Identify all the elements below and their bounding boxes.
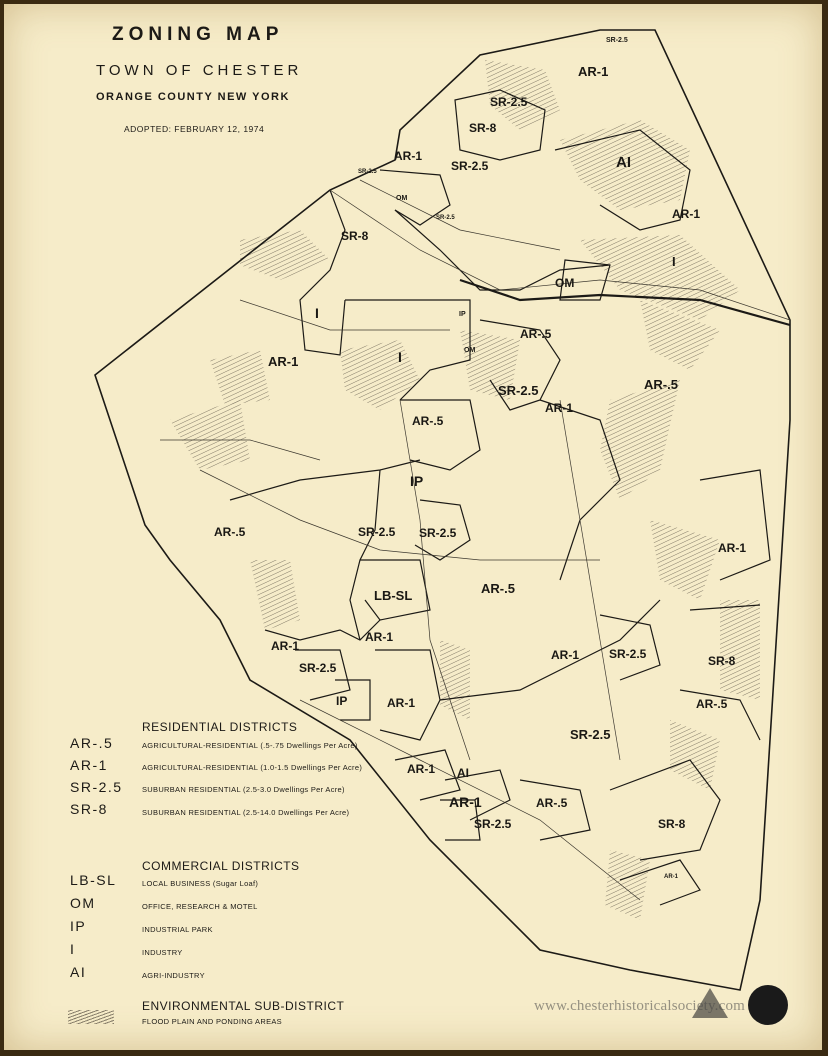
zone-label: IP: [459, 311, 466, 318]
zone-label: AR-1: [407, 762, 436, 776]
zone-label: AR-.5: [481, 581, 515, 596]
residential-heading: RESIDENTIAL DISTRICTS: [142, 720, 298, 734]
zone-label: AR-.5: [520, 327, 552, 341]
zone-label: SR-2.5: [570, 727, 611, 742]
legend-desc: AGRICULTURAL-RESIDENTIAL (1.0-1.5 Dwellings Per Acre): [142, 763, 363, 772]
zone-label: AR-1: [268, 354, 299, 369]
zone-label: SR-2.5: [358, 525, 396, 539]
zone-label: SR-8: [658, 817, 686, 831]
legend-desc: INDUSTRIAL PARK: [142, 925, 213, 934]
zone-label: SR-2.5: [419, 526, 457, 540]
zone-label: AR-1: [545, 401, 574, 415]
legend-code: LB-SL: [70, 872, 117, 888]
zone-label: I: [398, 349, 402, 365]
zone-label: AR-1: [578, 64, 609, 79]
zone-label: AR-1: [449, 794, 482, 810]
legend-code: IP: [70, 918, 87, 934]
legend-desc: SUBURBAN RESIDENTIAL (2.5-3.0 Dwellings Per Acre): [142, 785, 345, 794]
zone-label: SR-2.5: [299, 661, 337, 675]
legend-code: AI: [70, 964, 87, 980]
zone-label: IP: [336, 694, 348, 708]
flood-plain-areas: [170, 60, 760, 920]
zone-label: AR-.5: [536, 796, 568, 810]
legend-desc: OFFICE, RESEARCH & MOTEL: [142, 902, 258, 911]
zone-label: AI: [457, 766, 469, 780]
zone-label: IP: [410, 473, 424, 489]
zone-label: AR-1: [551, 648, 580, 662]
legend-code: AR-.5: [70, 735, 114, 751]
zone-label: OM: [396, 195, 408, 202]
zone-label: SR-2.5: [436, 215, 455, 221]
environmental-heading: ENVIRONMENTAL SUB-DISTRICT: [142, 999, 345, 1013]
zone-label: AR-1: [365, 630, 394, 644]
watermark[interactable]: www.chesterhistoricalsociety.com: [534, 998, 746, 1014]
zone-label: AR-1: [387, 696, 416, 710]
zone-label: AR-.5: [214, 525, 246, 539]
legend-code: SR-2.5: [70, 779, 123, 795]
legend-code: AR-1: [70, 757, 108, 773]
zone-label: SR-8: [469, 121, 497, 135]
legend-desc: SUBURBAN RESIDENTIAL (2.5-14.0 Dwellings Per Acre): [142, 808, 350, 817]
zone-label: I: [672, 254, 676, 269]
legend-desc: AGRI-INDUSTRY: [142, 971, 205, 980]
legend-code: I: [70, 941, 76, 957]
zone-label: AR-.5: [696, 697, 728, 711]
zone-label: AR-.5: [644, 377, 678, 392]
zone-label: SR-2.5: [490, 95, 528, 109]
zone-label: SR-8: [341, 229, 369, 243]
town-boundary: [95, 30, 790, 990]
town-name: TOWN OF CHESTER: [96, 62, 303, 79]
zone-label: OM: [464, 347, 476, 354]
zone-label: AI: [616, 154, 631, 171]
zone-label: SR-2.5: [606, 37, 628, 44]
legend-desc: FLOOD PLAIN AND PONDING AREAS: [142, 1017, 282, 1026]
zone-label: AR-1: [672, 207, 701, 221]
zone-label: LB-SL: [374, 588, 413, 603]
legend-desc: INDUSTRY: [142, 948, 183, 957]
zone-label: SR-2.5: [451, 159, 489, 173]
legend-desc: AGRICULTURAL-RESIDENTIAL (.5-.75 Dwellings Per Acre): [142, 741, 358, 750]
society-seal-icon: [748, 985, 788, 1025]
zone-label: AR-.5: [412, 414, 444, 428]
zone-label: SR-8: [708, 654, 736, 668]
county-name: ORANGE COUNTY NEW YORK: [96, 91, 290, 103]
zone-label: SR-2.5: [609, 647, 647, 661]
zone-label: AR-1: [394, 149, 423, 163]
zone-label: SR-2.5: [474, 817, 512, 831]
zone-label: AR-1: [664, 874, 679, 880]
adopted-date: ADOPTED: FEBRUARY 12, 1974: [124, 124, 265, 134]
legend-code: SR-8: [70, 801, 108, 817]
zone-label: AR-1: [271, 639, 300, 653]
zone-label: I: [315, 305, 319, 321]
legend-code: OM: [70, 895, 96, 911]
map-title: ZONING MAP: [112, 24, 284, 45]
commercial-heading: COMMERCIAL DISTRICTS: [142, 859, 300, 873]
zone-label: SR-2.5: [358, 169, 377, 175]
zone-label: SR-2.5: [498, 383, 539, 398]
zone-label: OM: [555, 276, 575, 290]
zone-label: AR-1: [718, 541, 747, 555]
legend-desc: LOCAL BUSINESS (Sugar Loaf): [142, 879, 259, 888]
